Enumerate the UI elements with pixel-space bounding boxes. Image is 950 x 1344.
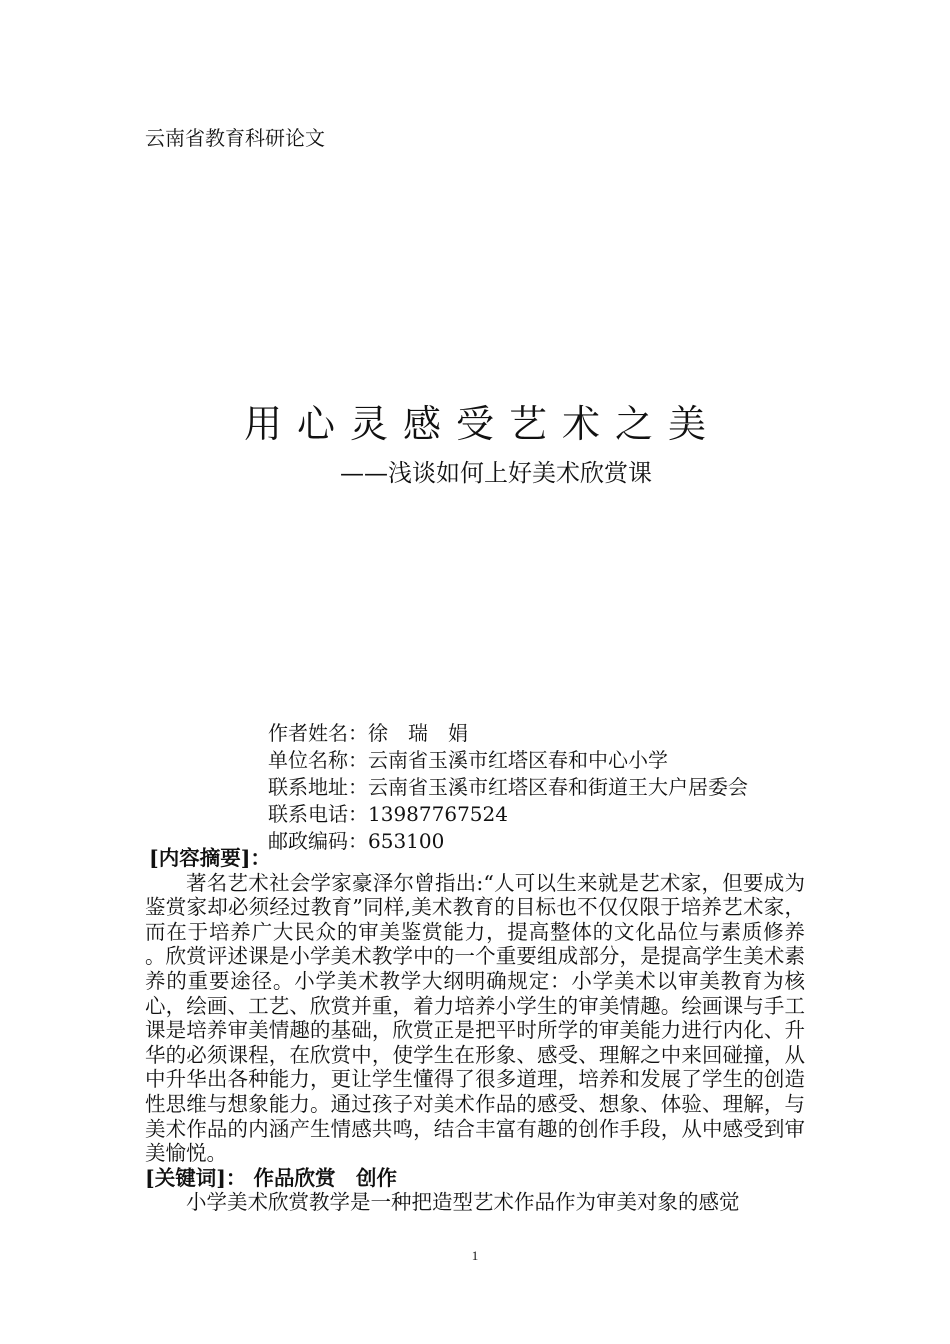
phone-row bbox=[268, 801, 748, 828]
author-name-value: 徐 瑞 娟 bbox=[368, 721, 468, 745]
abstract-heading: [内容摘要]： bbox=[149, 846, 271, 870]
phone-value: 13987767524 bbox=[368, 802, 508, 826]
keywords-values: 作品欣赏 创作 bbox=[253, 1165, 398, 1190]
author-info-block bbox=[268, 720, 748, 855]
document-header: 云南省教育科研论文 bbox=[145, 126, 325, 150]
address-label: 联系地址： bbox=[268, 775, 368, 799]
document-body bbox=[145, 846, 805, 1215]
affiliation-label: 单位名称： bbox=[268, 748, 368, 772]
address-row bbox=[268, 774, 748, 801]
keywords-line bbox=[145, 1166, 805, 1191]
postcode-value: 653100 bbox=[368, 829, 445, 853]
abstract-paragraph: 著名艺术社会学家豪泽尔曾指出:“人可以生来就是艺术家，但要成为鉴赏家却必须经过教育”同样,美术教育的目标也不仅仅限于培养艺术家，而在于培养广大民众的审美鉴赏能力，提高整体的文化品位与素质修养 。欣赏评述课是小学美术教学中的一个重要组成部分，是提高学生美术素养的重要途径。小学美术教学大纲明确规定：小学美术以审美教育为核心，绘画、工艺、欣赏并重，着力培养小学生的审美情趣。绘画课与手工课是培养审美情趣的基础，欣赏正是把平时所学的审美能力进行内化、升华的必须课程，在欣赏中，使学生在形象、感受、理解之中来回碰撞，从中升华出各种能力，更让学生懂得了很多道理，培养和发展了学生的创造性思维与想象能力。通过孩子对美术作品的感受、想象、体验、理解，与美术作品的内涵产生情感共鸣，结合丰富有趣的创作手段，从中感受到审美愉悦。 bbox=[145, 870, 805, 1166]
phone-label: 联系电话： bbox=[268, 802, 368, 826]
affiliation-row bbox=[268, 747, 748, 774]
document-title: 用心灵感受艺术之美 bbox=[243, 402, 721, 446]
affiliation-value: 云南省玉溪市红塔区春和中心小学 bbox=[368, 748, 668, 772]
document-subtitle: ——浅谈如何上好美术欣赏课 bbox=[340, 459, 652, 487]
body-paragraph-start: 小学美术欣赏教学是一种把造型艺术作品作为审美对象的感觉 bbox=[186, 1190, 740, 1215]
postcode-label: 邮政编码： bbox=[268, 829, 368, 853]
keywords-label: [关键词]： bbox=[145, 1165, 247, 1190]
author-name-label: 作者姓名： bbox=[268, 721, 368, 745]
address-value: 云南省玉溪市红塔区春和街道王大户居委会 bbox=[368, 775, 748, 799]
page-number: 1 bbox=[471, 1248, 479, 1263]
author-name-row bbox=[268, 720, 748, 747]
